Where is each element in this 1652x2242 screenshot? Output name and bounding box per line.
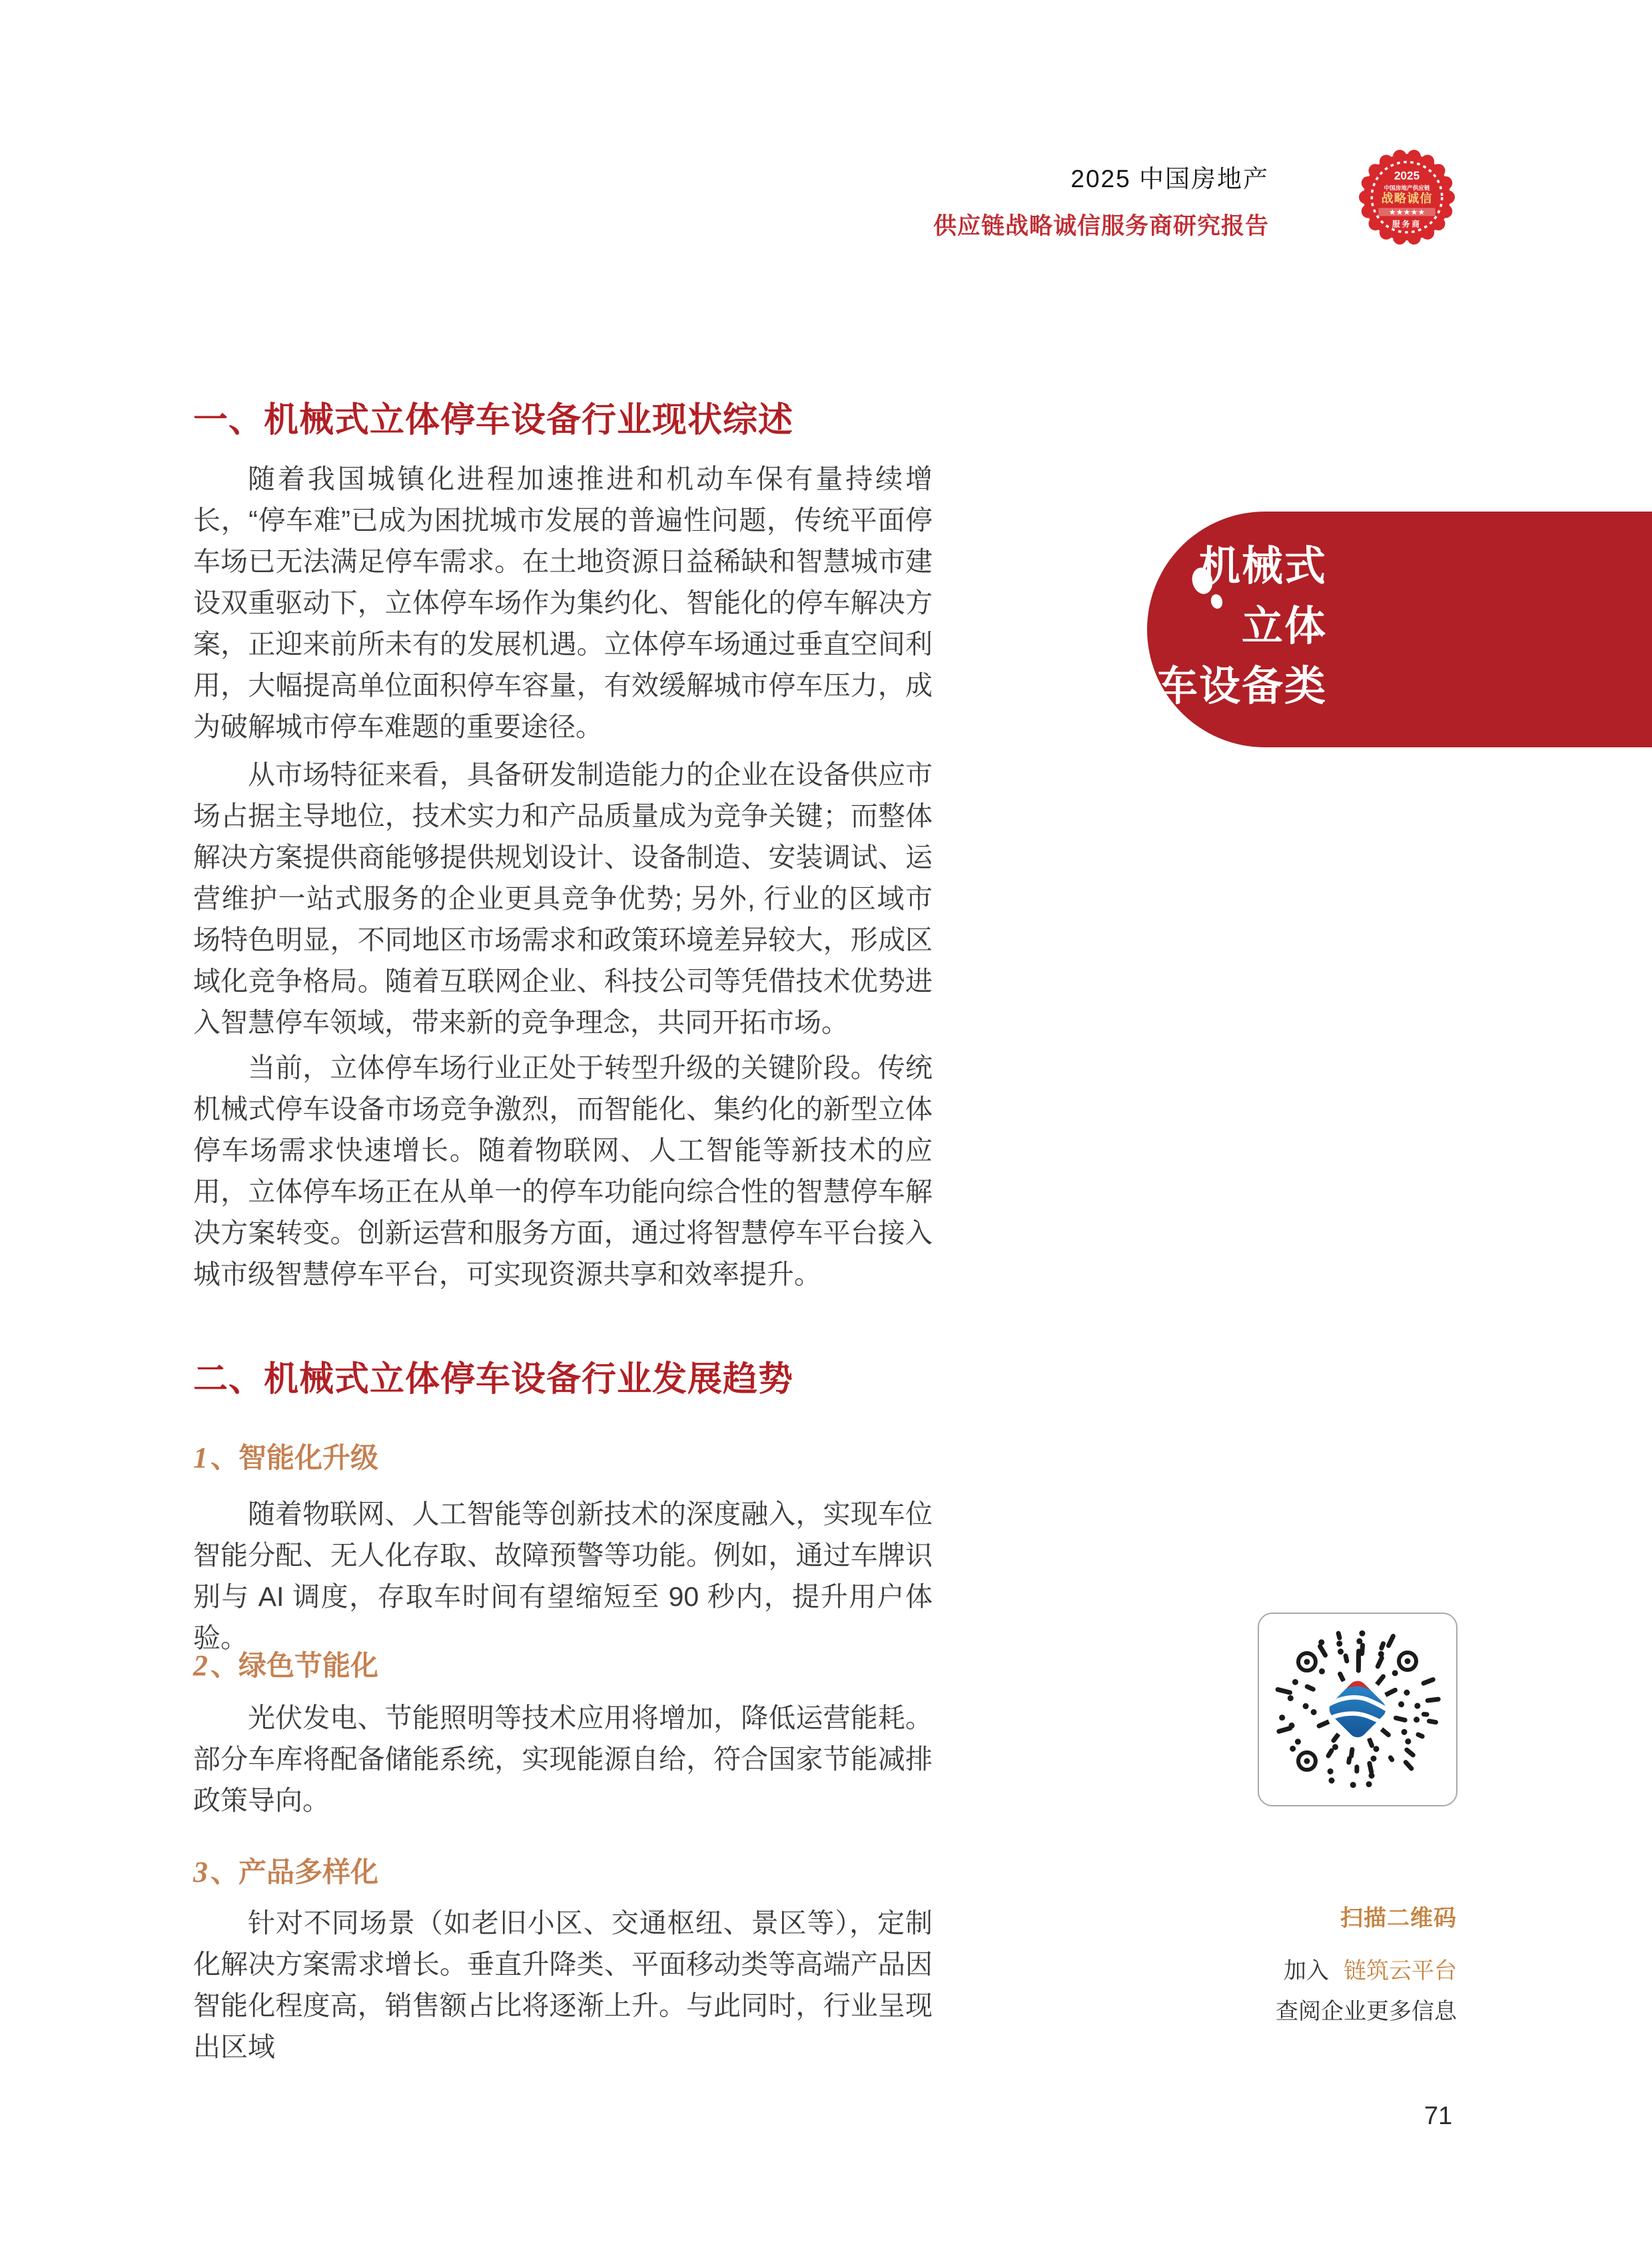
category-banner-text (1114, 537, 1327, 717)
banner-line: 机械式 (1198, 544, 1327, 589)
seal-year: 2025 (1394, 169, 1420, 183)
subsection-separator: 、 (210, 1442, 239, 1473)
seal-role: 服务商 (1392, 220, 1422, 229)
report-title: 2025 中国房地产 (1070, 165, 1269, 192)
join-prefix: 加入 (1284, 1958, 1329, 1984)
body-paragraph: 光伏发电、节能照明等技术应用将增加，降低运营能耗。部分车库将配备储能系统，实现能源自给，符合国家节能减排政策导向。 (193, 1702, 933, 1816)
qr-caption (1276, 1900, 1457, 2026)
seal-org: 中国房地产供应链 (1384, 184, 1430, 191)
page-header (933, 159, 1269, 241)
subsection-title: 产品多样化 (238, 1856, 379, 1888)
subsection-number: 3 (193, 1856, 208, 1888)
report-subtitle: 供应链战略诚信服务商研究报告 (933, 213, 1269, 239)
banner-line: 立体 (1241, 603, 1327, 649)
more-info: 查阅企业更多信息 (1276, 1999, 1457, 2024)
body-paragraph: 当前，立体停车场行业正处于转型升级的关键阶段。传统机械式停车设备市场竞争激烈，而智能化、集约化的新型立体停车场需求快速增长。随着物联网、人工智能等新技术的应用，立体停车场正在从单一的停车功能向综合性的智慧停车解决方案转变。创新运营和服务方面，通过将智慧停车平台接入城市级智慧停车平台，可实现资源共享和效率提升。 (193, 1052, 933, 1290)
subsection-separator: 、 (210, 1856, 239, 1888)
subsection2-heading (193, 1644, 378, 1684)
subsection-title: 绿色节能化 (238, 1650, 379, 1681)
subsection1-heading (193, 1436, 378, 1476)
scan-hint: 扫描二维码 (1340, 1906, 1457, 1931)
qr-code-icon (1269, 1621, 1446, 1798)
body-paragraph: 针对不同场景（如老旧小区、交通枢纽、景区等），定制化解决方案需求增长。垂直升降类、平面移动类等高端产品因智能化程度高，销售额占比将逐渐上升。与此同时，行业呈现出区域 (193, 1908, 933, 2062)
join-line (1276, 1952, 1457, 1985)
seal-stars: ★★★★★ (1388, 207, 1426, 217)
body-paragraph: 随着物联网、人工智能等创新技术的深度融入，实现车位智能分配、无人化存取、故障预警等功能。例如，通过车牌识别与 AI 调度，存取车时间有望缩短至 90 秒内，提升用户体验。 (193, 1499, 933, 1653)
section2-heading: 二、机械式立体停车设备行业发展趋势 (193, 1360, 794, 1399)
subsection3-heading (193, 1850, 378, 1890)
seal-honor: 战略诚信 (1381, 191, 1433, 206)
subsection-number: 2 (193, 1649, 208, 1682)
section1-heading: 一、机械式立体停车设备行业现状综述 (193, 401, 794, 440)
subsection-title: 智能化升级 (238, 1442, 379, 1473)
seal-badge-icon (1359, 149, 1455, 245)
category-banner (1113, 512, 1652, 747)
qr-card (1258, 1613, 1457, 1806)
subsection-number: 1 (193, 1441, 208, 1474)
body-paragraph: 从市场特征来看，具备研发制造能力的企业在设备供应市场占据主导地位，技术实力和产品质量成为竞争关键；而整体解决方案提供商能够提供规划设计、设备制造、安装调试、运营维护一站式服务的企业更具竞争优势; 另外, 行业的区域市场特色明显，不同地区市场需求和政策环境差异较大，形成区域化竞争格局。随着互联网企业、科技公司等凭借技术优势进入智慧停车领域，带来新的竞争理念，共同开拓市场。 (193, 759, 933, 1038)
platform-name: 链筑云平台 (1344, 1958, 1457, 1984)
banner-line: 停车设备类 (1113, 663, 1327, 709)
subsection-separator: 、 (210, 1650, 239, 1681)
body-paragraph: 随着我国城镇化进程加速推进和机动车保有量持续增长，“停车难”已成为困扰城市发展的普遍性问题，传统平面停车场已无法满足停车需求。在土地资源日益稀缺和智慧城市建设双重驱动下，立体停车场作为集约化、智能化的停车解决方案，正迎来前所未有的发展机遇。立体停车场通过垂直空间利用，大幅提高单位面积停车容量，有效缓解城市停车压力，成为破解城市停车难题的重要途径。 (193, 464, 933, 742)
page-number: 71 (1424, 2102, 1453, 2130)
platform-logo-icon (1323, 1675, 1392, 1744)
